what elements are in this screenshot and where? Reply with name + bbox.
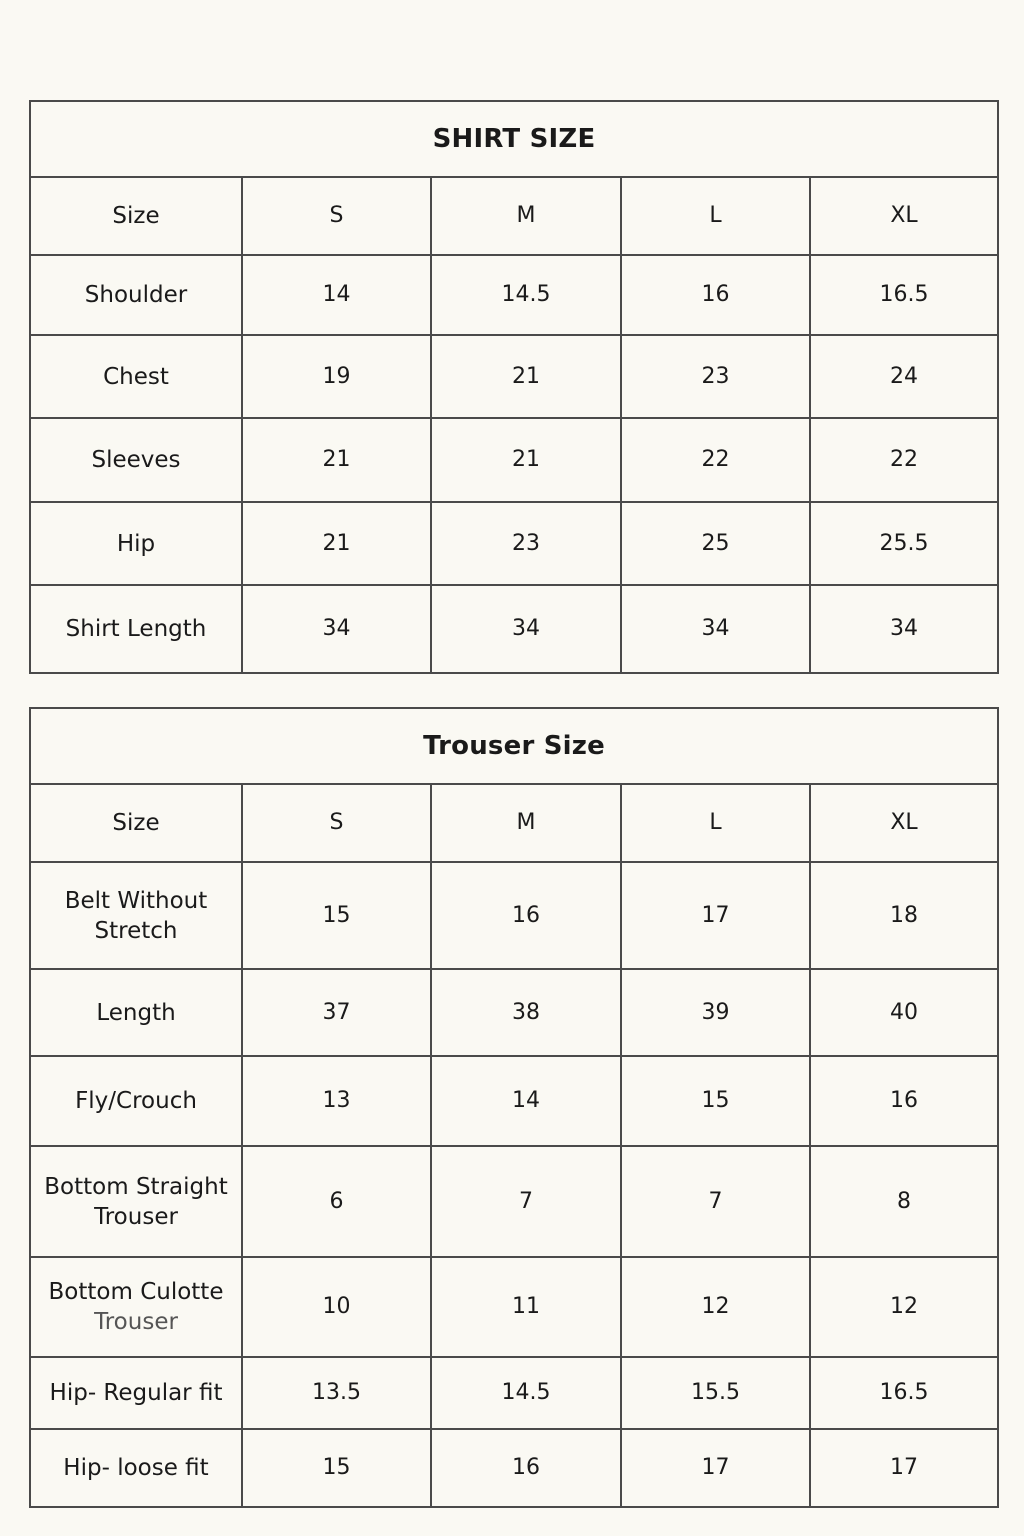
row-label: Hip- Regular fit (30, 1357, 242, 1429)
shirt-header-size: Size (30, 177, 242, 255)
cell-xl: 17 (810, 1429, 998, 1507)
cell-xl: 40 (810, 969, 998, 1056)
cell-s: 13 (242, 1056, 431, 1146)
row-label (30, 1146, 242, 1257)
cell-m: 21 (431, 418, 621, 502)
trouser-header-row (30, 784, 998, 862)
cell-m: 16 (431, 1429, 621, 1507)
cell-s: 10 (242, 1257, 431, 1357)
cell-m: 14.5 (431, 255, 621, 335)
trouser-table-title: Trouser Size (30, 708, 998, 784)
shirt-header-xl: XL (810, 177, 998, 255)
cell-xl: 12 (810, 1257, 998, 1357)
cell-m: 14.5 (431, 1357, 621, 1429)
cell-l: 22 (621, 418, 810, 502)
trouser-row-bottom-culotte (30, 1257, 998, 1357)
shirt-row-shoulder (30, 255, 998, 335)
trouser-header-size: Size (30, 784, 242, 862)
cell-m: 7 (431, 1146, 621, 1257)
cell-xl: 8 (810, 1146, 998, 1257)
shirt-header-l: L (621, 177, 810, 255)
row-label-line: Stretch (94, 917, 178, 944)
trouser-row-length (30, 969, 998, 1056)
cell-s: 37 (242, 969, 431, 1056)
shirt-row-length (30, 585, 998, 673)
trouser-header-l: L (621, 784, 810, 862)
cell-m: 11 (431, 1257, 621, 1357)
cell-m: 34 (431, 585, 621, 673)
trouser-row-belt (30, 862, 998, 969)
row-label-line: Belt Without (64, 887, 208, 914)
trouser-title-row (30, 708, 998, 784)
row-label: Shirt Length (30, 585, 242, 673)
cell-l: 34 (621, 585, 810, 673)
cell-xl: 16.5 (810, 1357, 998, 1429)
trouser-header-s: S (242, 784, 431, 862)
trouser-size-table (29, 707, 999, 1508)
trouser-row-hip-regular (30, 1357, 998, 1429)
shirt-row-hip (30, 502, 998, 585)
cell-l: 15 (621, 1056, 810, 1146)
row-label-line: Bottom Culotte (48, 1279, 224, 1305)
trouser-header-m: M (431, 784, 621, 862)
cell-s: 21 (242, 418, 431, 502)
cell-s: 15 (242, 862, 431, 969)
cell-m: 14 (431, 1056, 621, 1146)
row-label: Length (30, 969, 242, 1056)
cell-l: 16 (621, 255, 810, 335)
cell-l: 25 (621, 502, 810, 585)
row-label-line: Bottom Straight (44, 1173, 228, 1200)
row-label: Sleeves (30, 418, 242, 502)
cell-xl: 16 (810, 1056, 998, 1146)
cell-l: 39 (621, 969, 810, 1056)
cell-s: 14 (242, 255, 431, 335)
cell-s: 21 (242, 502, 431, 585)
cell-m: 16 (431, 862, 621, 969)
cell-s: 6 (242, 1146, 431, 1257)
cell-m: 23 (431, 502, 621, 585)
trouser-row-bottom-straight (30, 1146, 998, 1257)
cell-m: 21 (431, 335, 621, 418)
cell-xl: 22 (810, 418, 998, 502)
cell-l: 17 (621, 1429, 810, 1507)
cell-s: 15 (242, 1429, 431, 1507)
row-label-line: Trouser (94, 1203, 178, 1230)
shirt-header-row (30, 177, 998, 255)
cell-l: 17 (621, 862, 810, 969)
cell-m: 38 (431, 969, 621, 1056)
shirt-table-title: SHIRT SIZE (30, 101, 998, 177)
cell-l: 12 (621, 1257, 810, 1357)
row-label: Fly/Crouch (30, 1056, 242, 1146)
row-label-line: Trouser (94, 1309, 178, 1335)
trouser-header-xl: XL (810, 784, 998, 862)
shirt-header-s: S (242, 177, 431, 255)
shirt-title-row (30, 101, 998, 177)
cell-l: 23 (621, 335, 810, 418)
trouser-row-hip-loose (30, 1429, 998, 1507)
row-label (30, 1257, 242, 1357)
cell-l: 7 (621, 1146, 810, 1257)
shirt-size-table (29, 100, 999, 674)
row-label: Hip- loose fit (30, 1429, 242, 1507)
cell-xl: 24 (810, 335, 998, 418)
cell-s: 19 (242, 335, 431, 418)
cell-l: 15.5 (621, 1357, 810, 1429)
cell-xl: 16.5 (810, 255, 998, 335)
row-label: Hip (30, 502, 242, 585)
shirt-row-sleeves (30, 418, 998, 502)
row-label (30, 862, 242, 969)
row-label: Chest (30, 335, 242, 418)
cell-s: 34 (242, 585, 431, 673)
cell-xl: 18 (810, 862, 998, 969)
cell-xl: 25.5 (810, 502, 998, 585)
shirt-header-m: M (431, 177, 621, 255)
row-label: Shoulder (30, 255, 242, 335)
cell-xl: 34 (810, 585, 998, 673)
trouser-row-fly (30, 1056, 998, 1146)
shirt-row-chest (30, 335, 998, 418)
cell-s: 13.5 (242, 1357, 431, 1429)
